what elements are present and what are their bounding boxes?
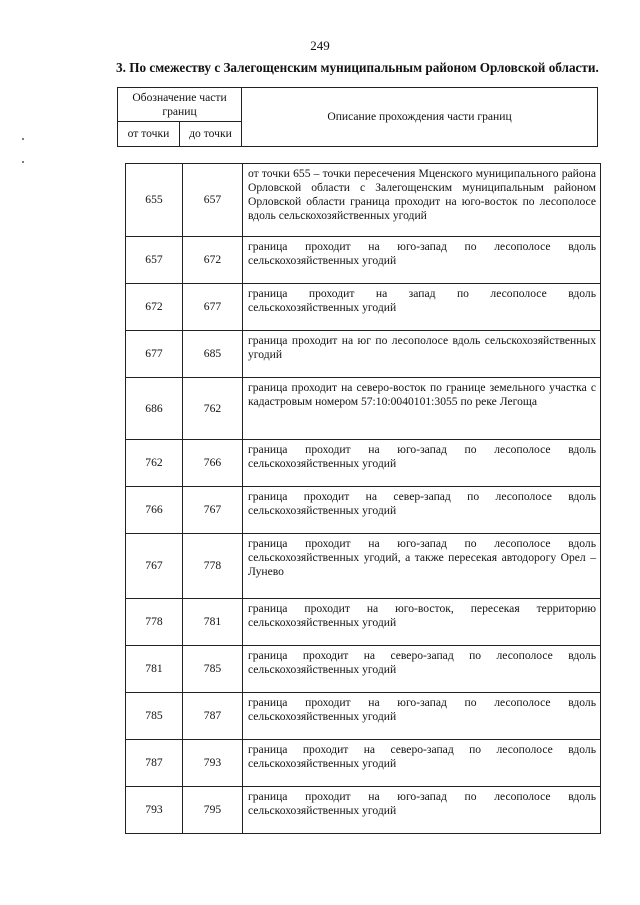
- table-row: [126, 740, 601, 787]
- scan-speck: [22, 161, 24, 163]
- from-point-cell: 655: [126, 164, 183, 237]
- boundary-table: [125, 163, 601, 834]
- description-cell: граница проходит на юго-запад по лесополосе вдоль сельскохозяйственных угодий: [243, 440, 601, 487]
- from-point-cell: 766: [126, 487, 183, 534]
- description-cell: граница проходит на северо-запад по лесополосе вдоль сельскохозяйственных угодий: [243, 646, 601, 693]
- from-point-cell: 767: [126, 534, 183, 599]
- to-point-cell: 672: [183, 237, 243, 284]
- to-point-cell: 762: [183, 378, 243, 440]
- to-point-cell: 787: [183, 693, 243, 740]
- description-cell: граница проходит на юго-запад по лесополосе вдоль сельскохозяйственных угодий: [243, 787, 601, 834]
- to-point-cell: 767: [183, 487, 243, 534]
- table-row: [126, 487, 601, 534]
- table-row: [126, 646, 601, 693]
- table-row: [126, 693, 601, 740]
- from-point-cell: 778: [126, 599, 183, 646]
- header-description: Описание прохождения части границ: [242, 88, 598, 147]
- from-point-cell: 677: [126, 331, 183, 378]
- table-row: [126, 787, 601, 834]
- from-point-cell: 686: [126, 378, 183, 440]
- from-point-cell: 762: [126, 440, 183, 487]
- to-point-cell: 766: [183, 440, 243, 487]
- description-cell: граница проходит на юг по лесополосе вдоль сельскохозяйственных угодий: [243, 331, 601, 378]
- table-row: [126, 440, 601, 487]
- to-point-cell: 795: [183, 787, 243, 834]
- header-to-point: до точки: [180, 122, 242, 147]
- to-point-cell: 677: [183, 284, 243, 331]
- from-point-cell: 785: [126, 693, 183, 740]
- table-row: [126, 378, 601, 440]
- page-number: 249: [310, 38, 330, 53]
- table-row: [126, 599, 601, 646]
- table-row: [126, 237, 601, 284]
- to-point-cell: 785: [183, 646, 243, 693]
- to-point-cell: 778: [183, 534, 243, 599]
- description-cell: граница проходит на северо-восток по границе земельного участка с кадастровым номером 57:10:0040101:3055 по реке Легоща: [243, 378, 601, 440]
- header-designation: Обозначение части границ: [118, 88, 242, 122]
- from-point-cell: 657: [126, 237, 183, 284]
- description-cell: граница проходит на запад по лесополосе вдоль сельскохозяйственных угодий: [243, 284, 601, 331]
- description-cell: граница проходит на юго-запад по лесополосе вдоль сельскохозяйственных угодий: [243, 693, 601, 740]
- to-point-cell: 793: [183, 740, 243, 787]
- to-point-cell: 781: [183, 599, 243, 646]
- section-title: 3. По смежеству с Залегощенским муниципальным районом Орловской области.: [116, 60, 599, 75]
- from-point-cell: 672: [126, 284, 183, 331]
- header-from-point: от точки: [118, 122, 180, 147]
- from-point-cell: 781: [126, 646, 183, 693]
- description-cell: граница проходит на север-запад по лесополосе вдоль сельскохозяйственных угодий: [243, 487, 601, 534]
- from-point-cell: 793: [126, 787, 183, 834]
- table-row: [126, 534, 601, 599]
- description-cell: от точки 655 – точки пересечения Мценского муниципального района Орловской области с Залегощенским муниципальным районом Орловской области граница проходит на юго-восток по лесополосе вдоль сельскохозяйственных угодий: [243, 164, 601, 237]
- table-row: [126, 284, 601, 331]
- from-point-cell: 787: [126, 740, 183, 787]
- header-table: [117, 87, 598, 147]
- description-cell: граница проходит на юго-восток, пересекая территорию сельскохозяйственных угодий: [243, 599, 601, 646]
- scan-speck: [22, 138, 24, 140]
- table-row: [126, 164, 601, 237]
- to-point-cell: 685: [183, 331, 243, 378]
- description-cell: граница проходит на юго-запад по лесополосе вдоль сельскохозяйственных угодий: [243, 237, 601, 284]
- description-cell: граница проходит на северо-запад по лесополосе вдоль сельскохозяйственных угодий: [243, 740, 601, 787]
- description-cell: граница проходит на юго-запад по лесополосе вдоль сельскохозяйственных угодий, а также пересекая автодорогу Орел – Лунево: [243, 534, 601, 599]
- to-point-cell: 657: [183, 164, 243, 237]
- table-row: [126, 331, 601, 378]
